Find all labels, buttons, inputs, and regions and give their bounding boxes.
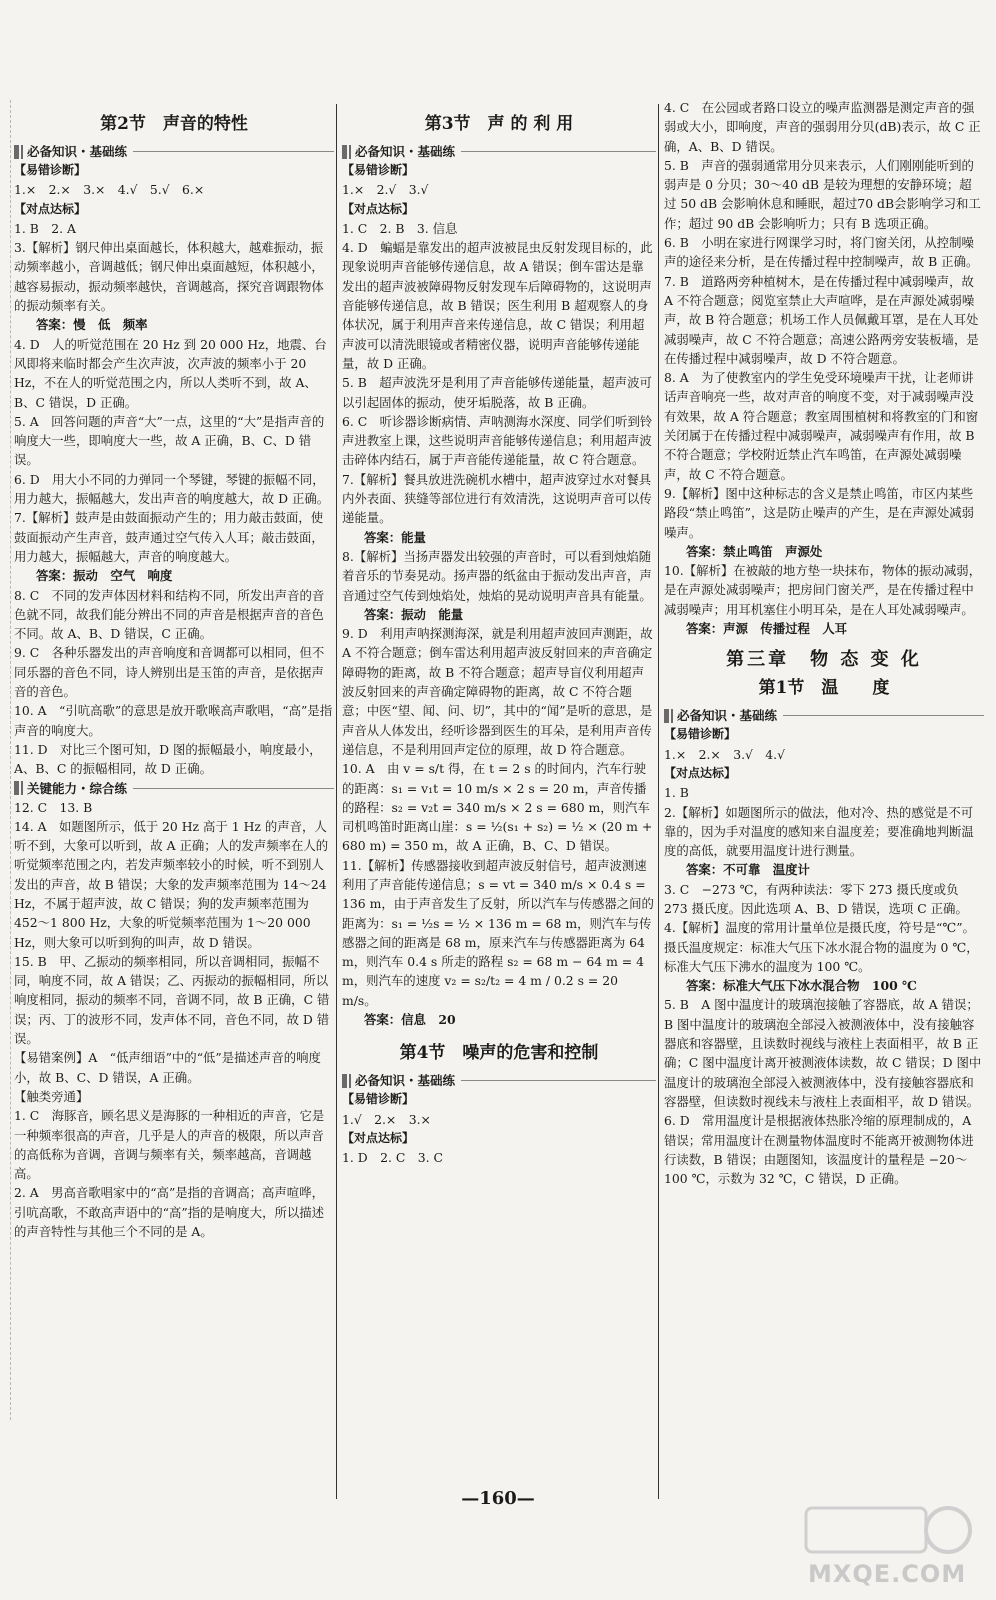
easy-answers: 1.× 2.× 3.× 4.√ 5.√ 6.× (14, 182, 205, 198)
easy-answers: 1.× 2.√ 3.√ (342, 182, 429, 198)
answer-line: 答案：慢 低 频率 (36, 317, 148, 333)
answer-item: 9. D 利用声呐探测海深，就是利用超声波回声测距，故 A 不符合题意；倒车雷达利用超声波反射回来的声音确定障碍物的距离，故 B 不符合题意；超声导盲仪利用超声波反射回来的声音确定障碍物的距离，故 C 不符合题意；中医“望、闻、问、切”，其中的“闻”是听的意思，是声音从人体发出，经听诊器到医生的耳朵，是利用声音传递信息，不是利用回声定位的原理，故 D 符合题意。 (342, 626, 653, 757)
answer-item: 【易错案例】A “低声细语”中的“低”是描述声音的响度小，故 B、C、D 错误，A 正确。 (14, 1050, 321, 1085)
answer-line: 答案：振动 能量 (364, 606, 464, 622)
answer-item: 5. B 超声波洗牙是利用了声音能够传递能量，超声波可以引起固体的振动，使牙垢脱落，故 B 正确。 (342, 375, 652, 410)
answer-line: 答案：标准大气压下冰水混合物 100 ℃ (686, 978, 917, 994)
target-label: 【对点达标】 (664, 765, 737, 780)
easy-label: 【易错诊断】 (342, 1092, 415, 1107)
answer-item: 10. A “引吭高歌”的意思是放开歌喉高声歌唱，“高”是指声音的响度大。 (14, 703, 333, 738)
answer-item: 4. C 在公园或者路口设立的噪声监测器是测定声音的强弱或大小，即响度，声音的强弱用分贝(dB)表示，故 C 正确，A、B、D 错误。 (664, 100, 981, 154)
answer-item: 7.【解析】鼓声是由鼓面振动产生的；用力敲击鼓面，使鼓面振动产生声音，鼓声通过空气传入人耳；敲击鼓面，用力越大，振幅越大，声音的响度越大。 (14, 510, 324, 564)
answer-item: 5. B A 图中温度计的玻璃泡接触了容器底，故 A 错误；B 图中温度计的玻璃泡全部浸入被测液体中，没有接触容器底和容器壁，且读数时视线与液柱上表面相平，故 B 正确；C 图中温度计离开被测液体读数，故 C 错误；D 图中温度计的玻璃泡全部浸入被测液体中，没有接触容器底和容器壁，但读数时视线未与液柱上表面相平，故 D 错误。 (664, 997, 982, 1109)
answer-item: 1. C 海豚音，顾名思义是海豚的一种相近的声音，它是一种频率很高的声音，几乎是人的声音的极限，所以声音的高低称为音调，音调与频率有关，频率越高，音调越高。 (14, 1108, 325, 1182)
answer-item: 1. D 2. C 3. C (342, 1150, 443, 1166)
section-title: 第4节 噪声的危害和控制 (399, 1043, 599, 1064)
answer-item: 9.【解析】图中这种标志的含义是禁止鸣笛，市区内某些路段“禁止鸣笛”，这是防止噪声的产生，是在声源处减弱噪声。 (664, 485, 975, 540)
answer-line: 答案：不可靠 温度计 (686, 862, 810, 878)
left-binding-edge (0, 100, 11, 1420)
band-label: 必备知识・基础练 (355, 1073, 456, 1089)
section-title: 第1节 温 度 (758, 678, 890, 699)
answer-item: 3. C −273 ℃，有两种读法：零下 273 摄氏度或负 273 摄氏度。因此选项 A、B、D 错误，选项 C 正确。 (664, 881, 968, 916)
watermark-url: MXQE.COM (808, 1560, 967, 1588)
easy-label: 【易错诊断】 (14, 163, 87, 177)
section-title: 第2节 声音的特性 (100, 114, 248, 134)
answer-item: 3.【解析】钢尺伸出桌面越长，体积越大，越难振动，振动频率越小，音调越低；钢尺伸出桌面越短，体积越小，越容易振动，振动频率越快，音调越高，探究音调跟物体的振动频率有关。 (14, 240, 324, 314)
answer-line: 答案：声源 传播过程 人耳 (686, 621, 848, 637)
answer-item: 14. A 如题图所示，低于 20 Hz 高于 1 Hz 的声音，人听不到，大象可以听到，故 A 正确；人的发声频率在人的听觉频率范围之内，若发声频率较小的时候，听不到别人发出的声音，故 B 错误；大象的发声频率范围为 14～24 Hz，不属于超声波，故 C 错误；狗的发声频率范围为 452～1 800 Hz，大象的听觉频率范围为 1～20 000 Hz，则大象可以听到狗的叫声，故 D 错误。 (14, 818, 329, 950)
answer-item: 1. C 2. B 3. 信息 (342, 220, 458, 236)
answer-item: 6. C 听诊器诊断病情、声呐测海水深度、同学们听到铃声进教室上课，这些说明声音能够传递信息；利用超声波击碎体内结石，属于声音能传递能量，故 C 符合题意。 (342, 413, 653, 468)
answer-line: 答案：禁止鸣笛 声源处 (686, 543, 823, 559)
column-1 (14, 104, 334, 1241)
section-title: 第3节 声 的 利 用 (424, 114, 574, 134)
section-band (342, 142, 656, 161)
answer-item: 12. C 13. B (14, 799, 93, 815)
easy-label: 【易错诊断】 (342, 163, 415, 177)
answer-item: 8. C 不同的发声体因材料和结构不同，所发出声音的音色就不同，故我们能分辨出不同的声音是根据声音的音色不同。故 A、B、D 错误，C 正确。 (14, 587, 325, 642)
answer-line: 答案：能量 (364, 529, 426, 545)
easy-answers: 1.× 2.× 3.√ 4.√ (664, 746, 786, 762)
answer-item: 2. A 男高音歌唱家中的“高”是指的音调高；高声喧哗，引吭高歌，不敢高声语中的“高”指的是响度大，所以描述的声音特性与其他三个不同的是 A。 (14, 1185, 325, 1240)
answer-item: 【触类旁通】 (14, 1088, 89, 1104)
answer-item: 10. A 由 v = s/t 得，在 t = 2 s 的时间内，汽车行驶的距离：s₁ = v₁t = 10 m/s × 2 s = 20 m，声音传播的路程：s₂ = v₂t = 340 m/s × 2 s = 680 m，则汽车司机鸣笛时距离山崖：s = ½(s₁ + s₂) = ½ × (20 m + 680 m) = 350 m，故 A 正确，B、C、D 错误。 (342, 761, 653, 854)
column-2 (342, 104, 656, 1168)
section-band (342, 1071, 656, 1090)
answer-item: 8. A 为了使教室内的学生免受环境噪声干扰，让老师讲话声音响亮一些，故对声音的响度不变，对于减弱噪声没有效果，故 A 符合题意；教室周围植树和将教室的门和窗关闭属于在传播过程中减弱噪声，减弱噪声有作用，故 B 不符合题意；学校附近禁止汽车鸣笛，在声源处减弱噪声，故 C 不符合题意。 (664, 370, 979, 482)
band-label: 关键能力・综合练 (27, 780, 128, 796)
band-label: 必备知识・基础练 (27, 144, 128, 159)
answer-item: 7. B 道路两旁种植树木，是在传播过程中减弱噪声，故 A 不符合题意；阅览室禁止大声喧哗，是在声源处减弱噪声，故 B 符合题意；机场工作人员佩戴耳罩，是在人耳处减弱噪声，故 C 不符合题意；高速公路两旁安装板墙，是在传播过程中减弱噪声，故 D 不符合题意。 (664, 273, 979, 366)
answer-item: 4. D 人的听觉范围在 20 Hz 到 20 000 Hz，地震、台风即将来临时都会产生次声波，次声波的频率小于 20 Hz，不在人的听觉范围之内，所以人类听不到，故 A、B、C 错误，D 正确。 (14, 336, 327, 410)
answer-item: 4. D 蝙蝠是靠发出的超声波被昆虫反射发现目标的，此现象说明声音能够传递信息，故 A 错误；倒车雷达是靠发出的超声波被障碍物反射发现车后障碍物的，这说明声音能够传递信息，故 B 错误；医生利用 B 超观察人的身体状况，属于利用声音来传递信息，故 C 错误；利用超声波可以清洗眼镜或者精密仪器，说明声音能够传递能量，故 D 正确。 (342, 240, 653, 371)
column-divider-2 (658, 104, 659, 1499)
answer-list (664, 783, 984, 1188)
answer-item: 6. D 用大小不同的力弹同一个琴键，琴键的振幅不同，用力越大，振幅越大，发出声音的响度越大，故 D 正确。 (14, 471, 330, 507)
answer-item: 7.【解析】餐具放进洗碗机水槽中，超声波穿过水对餐具内外表面、狭缝等部位进行有效清洗，这说明声音可以传递能量。 (342, 471, 652, 526)
answer-item: 1. B 2. A (14, 220, 76, 236)
answer-list (14, 798, 334, 1242)
section-band (664, 706, 984, 725)
answer-item: 1. B (664, 785, 689, 801)
answer-line: 答案：振动 空气 响度 (36, 568, 173, 584)
answer-line: 答案：信息 20 (364, 1012, 456, 1028)
answer-item: 5. A 回答问题的声音“大”一点，这里的“大”是指声音的响度大一些，即响度大一些，故 A 正确，B、C、D 错误。 (14, 413, 325, 468)
target-label: 【对点达标】 (342, 201, 415, 216)
answer-item: 11. D 对比三个图可知，D 图的振幅最小，响度最小，A、B、C 的振幅相同，故 D 正确。 (14, 741, 322, 777)
section-band (14, 779, 334, 798)
section-band (14, 142, 334, 161)
answer-item: 6. B 小明在家进行网课学习时，将门窗关闭，从控制噪声的途径来分析，是在传播过程中控制噪声，故 B 正确。 (664, 235, 979, 270)
answer-item: 8.【解析】当扬声器发出较强的声音时，可以看到烛焰随着音乐的节奏晃动。扬声器的纸盆由于振动发出声音，声音通过空气传到烛焰处，烛焰的晃动说明声音具有能量。 (342, 548, 652, 603)
answer-item: 9. C 各种乐器发出的声音响度和音调都可以相同，但不同乐器的音色不同，诗人辨别出是玉笛的声音，是依据声音的音色。 (14, 645, 325, 700)
answer-item: 15. B 甲、乙振动的频率相同，所以音调相同，振幅不同，响度不同，故 A 错误；乙、丙振动的振幅相同，所以响度相同，振动的频率不同，音调不同，故 B 正确，C 错误；丙、丁的波形不同，发声体不同，音色不同，故 D 错误。 (14, 953, 330, 1047)
answer-item: 6. D 常用温度计是根据液体热胀冷缩的原理制成的，A 错误；常用温度计在测量物体温度时不能离开被测物体进行读数，B 错误；由题图知，该温度计的量程是 −20～100 ℃，示数为 32 ℃，C 错误，D 正确。 (664, 1113, 974, 1187)
answer-list (664, 98, 984, 638)
answer-list (342, 219, 656, 1029)
band-label: 必备知识・基础练 (355, 144, 456, 159)
column-3 (664, 98, 984, 1188)
target-label: 【对点达标】 (342, 1130, 415, 1145)
column-divider-1 (336, 104, 337, 1499)
answer-item: 5. B 声音的强弱通常用分贝来表示，人们刚刚能听到的弱声是 0 分贝；30～40 dB 是较为理想的安静环境；超过 50 dB 会影响休息和睡眠，超过70 dB会影响学习和工作；超过 90 dB 会影响听力；只有 B 选项正确。 (664, 157, 981, 231)
chapter-title: 第三章 物 态 变 化 (726, 649, 922, 671)
answer-item: 11.【解析】传感器接收到超声波反射信号，超声波测速利用了声音能传递信息；s = vt = 340 m/s × 0.4 s = 136 m，由于声音发生了反射，所以汽车与传感器之间的距离为：s₁ = ½s = ½ × 136 m = 68 m，则汽车与传感器之间的距离是 68 m，原来汽车与传感器距离为 64 m，则汽车 0.4 s 所走的路程 s₂ = 68 m − 64 m = 4 m，则汽车的速度 v₂ = s₂/t₂ = 4 m / 0.2 s = 20 m/s。 (342, 857, 654, 1008)
answer-item: 10.【解析】在被敲的地方垫一块抹布，物体的振动减弱，是在声源处减弱噪声；把房间门窗关严，是在传播过程中减弱噪声；用耳机塞住小明耳朵，是在人耳处减弱噪声。 (664, 563, 982, 617)
answer-item: 2.【解析】如题图所示的做法，他对冷、热的感觉是不可靠的，因为手对温度的感知来自温度差；要准确地判断温度的高低，就要用温度计进行测量。 (664, 804, 974, 859)
answer-list (342, 1148, 656, 1167)
band-label: 必备知识・基础练 (677, 708, 778, 724)
answer-item: 4.【解析】温度的常用计量单位是摄氏度，符号是“℃”。摄氏温度规定：标准大气压下冰水混合物的温度为 0 ℃，标准大气压下沸水的温度为 100 ℃。 (664, 920, 979, 974)
easy-label: 【易错诊断】 (664, 727, 737, 742)
easy-answers: 1.√ 2.× 3.× (342, 1111, 431, 1127)
target-label: 【对点达标】 (14, 201, 87, 216)
answer-list (14, 219, 334, 779)
page-number: —160— (461, 1488, 535, 1509)
